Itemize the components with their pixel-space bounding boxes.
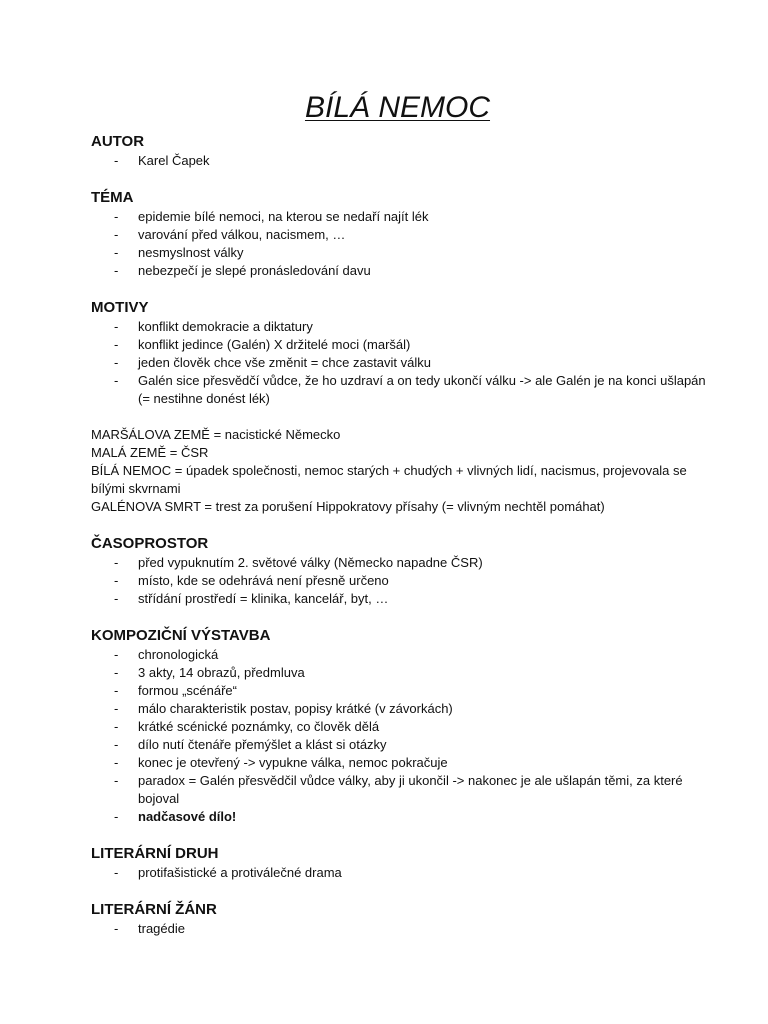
bullet-dash: -: [114, 319, 119, 334]
bullet-dash: -: [114, 227, 119, 242]
bullet-dash: -: [114, 737, 119, 752]
list-item: - místo, kde se odehrává není přesně určeno: [114, 573, 389, 588]
list-item: - konec je otevřený -> vypukne válka, nemoc pokračuje: [114, 755, 448, 770]
list-item: - konflikt jedince (Galén) X držitelé moci (maršál): [114, 337, 411, 352]
list-item: - chronologická: [114, 647, 219, 662]
list-item: - nesmyslnost války: [114, 245, 244, 260]
section-heading: AUTOR: [91, 133, 145, 150]
definition-line: GALÉNOVA SMRT = trest za porušení Hippokratovy přísahy (= vlivným nechtěl pomáhat): [91, 499, 605, 514]
item-list: [91, 920, 708, 938]
bullet-dash: -: [114, 865, 119, 880]
sections-bottom: [91, 534, 708, 938]
list-item: - varování před válkou, nacismem, …: [114, 227, 346, 242]
bullet-dash: -: [114, 355, 119, 370]
list-item: - epidemie bílé nemoci, na kterou se nedaří najít lék: [114, 209, 429, 224]
section-heading: TÉMA: [91, 189, 134, 206]
list-item: - málo charakteristik postav, popisy krátké (v závorkách): [114, 701, 453, 716]
bullet-dash: -: [114, 573, 119, 588]
bullet-dash: -: [114, 719, 119, 734]
bullet-dash: -: [114, 755, 119, 770]
list-item: - krátké scénické poznámky, co člověk dělá: [114, 719, 380, 734]
bullet-dash: -: [114, 373, 119, 388]
section-literarni-zanr: [91, 900, 708, 938]
list-item: - jeden člověk chce vše změnit = chce zastavit válku: [114, 355, 432, 370]
bullet-dash: -: [114, 153, 119, 168]
list-item: - střídání prostředí = klinika, kancelář, byt, …: [114, 591, 389, 606]
list-item: - 3 akty, 14 obrazů, předmluva: [114, 665, 305, 680]
bullet-dash: -: [114, 591, 119, 606]
section-heading: LITERÁRNÍ ŽÁNR: [91, 901, 217, 918]
section-autor: [91, 132, 708, 170]
list-item: - nadčasové dílo!: [114, 809, 237, 824]
section-heading: KOMPOZIČNÍ VÝSTAVBA: [91, 627, 271, 644]
list-item: - formou „scénáře“: [114, 683, 237, 698]
section-heading: MOTIVY: [91, 299, 149, 316]
bullet-dash: -: [114, 555, 119, 570]
bullet-dash: -: [114, 773, 119, 788]
item-list: [91, 646, 708, 826]
item-list: [91, 864, 708, 882]
list-item: - před vypuknutím 2. světové války (Německo napadne ČSR): [114, 555, 483, 570]
bullet-dash: -: [114, 921, 119, 936]
section-casoprostor: [91, 534, 708, 608]
bullet-dash: -: [114, 809, 119, 824]
list-item: - Galén sice přesvědčí vůdce, že ho uzdraví a on tedy ukončí válku -> ale Galén je na konci ušlapán (= nestihne donést lék): [114, 373, 706, 406]
section-tema: [91, 188, 708, 280]
bullet-dash: -: [114, 665, 119, 680]
section-heading: LITERÁRNÍ DRUH: [91, 845, 219, 862]
item-list: [91, 208, 708, 280]
list-item: - dílo nutí čtenáře přemýšlet a klást si otázky: [114, 737, 387, 752]
section-heading: ČASOPROSTOR: [91, 535, 209, 552]
definition-line: MALÁ ZEMĚ = ČSR: [91, 445, 209, 460]
bullet-dash: -: [114, 209, 119, 224]
list-item: - tragédie: [114, 921, 185, 936]
bullet-dash: -: [114, 701, 119, 716]
bullet-dash: -: [114, 337, 119, 352]
definition-line: MARŠÁLOVA ZEMĚ = nacistické Německo: [91, 427, 341, 442]
sections-top: [91, 132, 708, 408]
item-list: [91, 318, 708, 408]
list-item: - protifašistické a protiválečné drama: [114, 865, 342, 880]
bullet-dash: -: [114, 683, 119, 698]
item-list: [91, 152, 708, 170]
section-motivy: [91, 298, 708, 408]
definitions-block: [91, 426, 708, 516]
bullet-dash: -: [114, 245, 119, 260]
bullet-dash: -: [114, 647, 119, 662]
bullet-dash: -: [114, 263, 119, 278]
item-list: [91, 554, 708, 608]
definition-line: BÍLÁ NEMOC = úpadek společnosti, nemoc starých + chudých + vlivných lidí, nacismus, projevovala se bílými skvrnami: [91, 463, 687, 496]
list-item: - nebezpečí je slepé pronásledování davu: [114, 263, 371, 278]
list-item: - Karel Čapek: [114, 153, 210, 168]
section-kompozicni-vystavba: [91, 626, 708, 826]
page-title: BÍLÁ NEMOC: [304, 91, 491, 124]
list-item: - konflikt demokracie a diktatury: [114, 319, 313, 334]
section-literarni-druh: [91, 844, 708, 882]
list-item: - paradox = Galén přesvědčil vůdce války, aby ji ukončil -> nakonec je ale ušlapán těmi, za které bojoval: [114, 773, 683, 806]
